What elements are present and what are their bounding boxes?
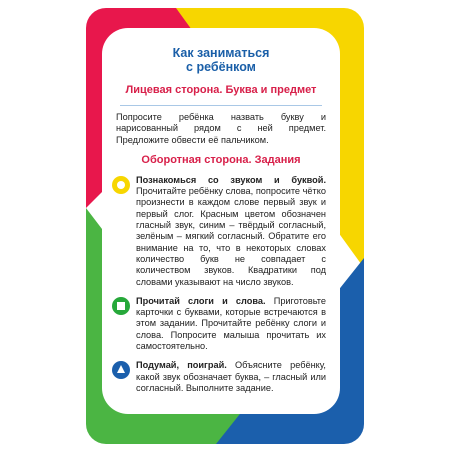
front-side-heading: Лицевая сторона. Буква и предмет [125, 84, 317, 96]
divider [120, 105, 322, 106]
task-3-text: Объясните ребёнку, какой звук обозначает буква, – гласный или согласный. Выполните задание. [136, 360, 326, 393]
back-side-heading: Оборотная сторона. Задания [141, 153, 301, 166]
blue-triangle-icon [112, 361, 130, 379]
task-item-3 [116, 360, 326, 394]
front-side-text: Попросите ребёнка назвать букву и нарисованный рядом с ней предмет. Предложите обвести её пальчиком. [116, 112, 326, 145]
title-line-1: Как заниматься [172, 46, 270, 60]
task-2-title: Прочитай слоги и слова. [136, 295, 266, 306]
task-3-title: Подумай, поиграй. [136, 360, 227, 371]
task-1-title: Познакомься со звуком и буквой. [136, 174, 326, 185]
task-item-2 [116, 296, 326, 352]
card-title [116, 46, 326, 74]
content-panel [102, 28, 340, 414]
task-item-1 [116, 175, 326, 288]
title-line-2: с ребёнком [186, 60, 256, 74]
instruction-card [86, 8, 364, 444]
task-1-text: Прочитайте ребёнку слова, попросите чётко произнести в каждом слове первый звук и первый слог. Красным цветом обозначен гласный звук, синим – твёрдый согласный, зелёным – мягкий согласный. Обратите его внимание на то, что в некоторых словах количество букв не совпадает с количеством звуков. Квадратики под словами указывают на число звуков. [136, 186, 326, 287]
task-2-text: Приготовьте карточки с буквами, которые встречаются в этом задании. Прочитайте ребёнку слоги и слова. Попросите малыша прочитать их самостоятельно. [136, 295, 326, 352]
green-square-icon [112, 297, 130, 315]
yellow-circle-icon [112, 176, 130, 194]
